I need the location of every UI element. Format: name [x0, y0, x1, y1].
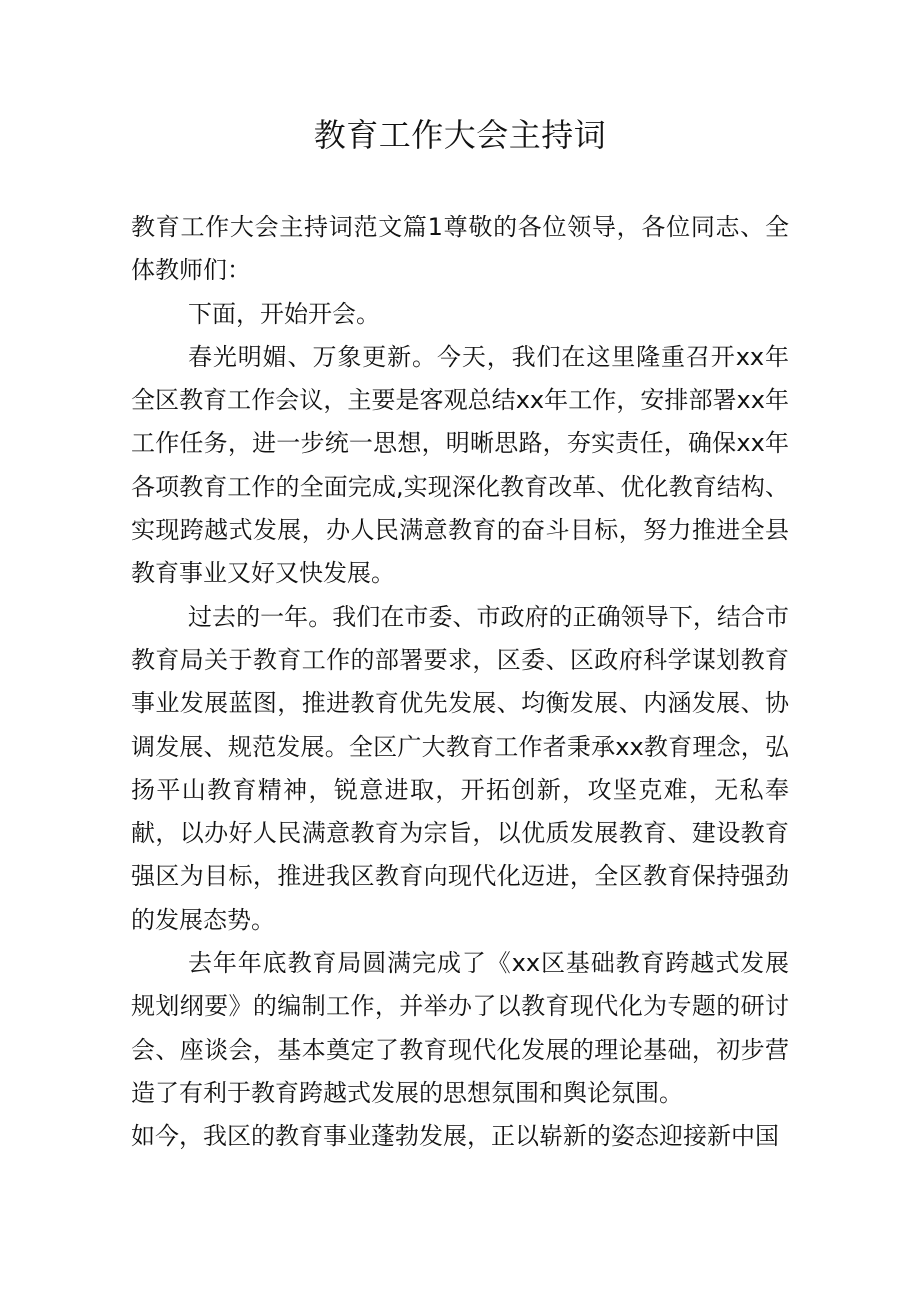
paragraph-spring-meeting: 春光明媚、万象更新。今天，我们在这里隆重召开xx年全区教育工作会议，主要是客观总结xx年工作，安排部署xx年工作任务，进一步统一思想，明晰思路，夯实责任，确保xx年各项教育工作的全面完成,实现深化教育改革、优化教育结构、实现跨越式发展，办人民满意教育的奋斗目标，努力推进全县教育事业又好又快发展。 — [131, 342, 789, 588]
paragraph-current-development: 如今，我区的教育事业蓬勃发展，正以崭新的姿态迎接新中国 — [131, 1122, 779, 1151]
document-body — [131, 206, 789, 1159]
paragraph-start-meeting: 下面，开始开会。 — [188, 299, 380, 328]
paragraph-past-year: 过去的一年。我们在市委、市政府的正确领导下，结合市教育局关于教育工作的部署要求，区委、区政府科学谋划教育事业发展蓝图，推进教育优先发展、均衡发展、内涵发展、协调发展、规范发展。全区广大教育工作者秉承xx教育理念，弘扬平山教育精神，锐意进取，开拓创新，攻坚克难，无私奉献，以办好人民满意教育为宗旨，以优质发展教育、建设教育强区为目标，推进我区教育向现代化迈进，全区教育保持强劲的发展态势。 — [131, 602, 789, 934]
document-title: 教育工作大会主持词 — [313, 116, 607, 154]
paragraph-opening: 教育工作大会主持词范文篇1尊敬的各位领导，各位同志、全体教师们： — [131, 213, 789, 285]
paragraph-planning-outline: 去年年底教育局圆满完成了《xx区基础教育跨越式发展规划纲要》的编制工作，并举办了以教育现代化为专题的研讨会、座谈会，基本奠定了教育现代化发展的理论基础，初步营造了有利于教育跨越式发展的思想氛围和舆论氛围。 — [131, 949, 789, 1107]
